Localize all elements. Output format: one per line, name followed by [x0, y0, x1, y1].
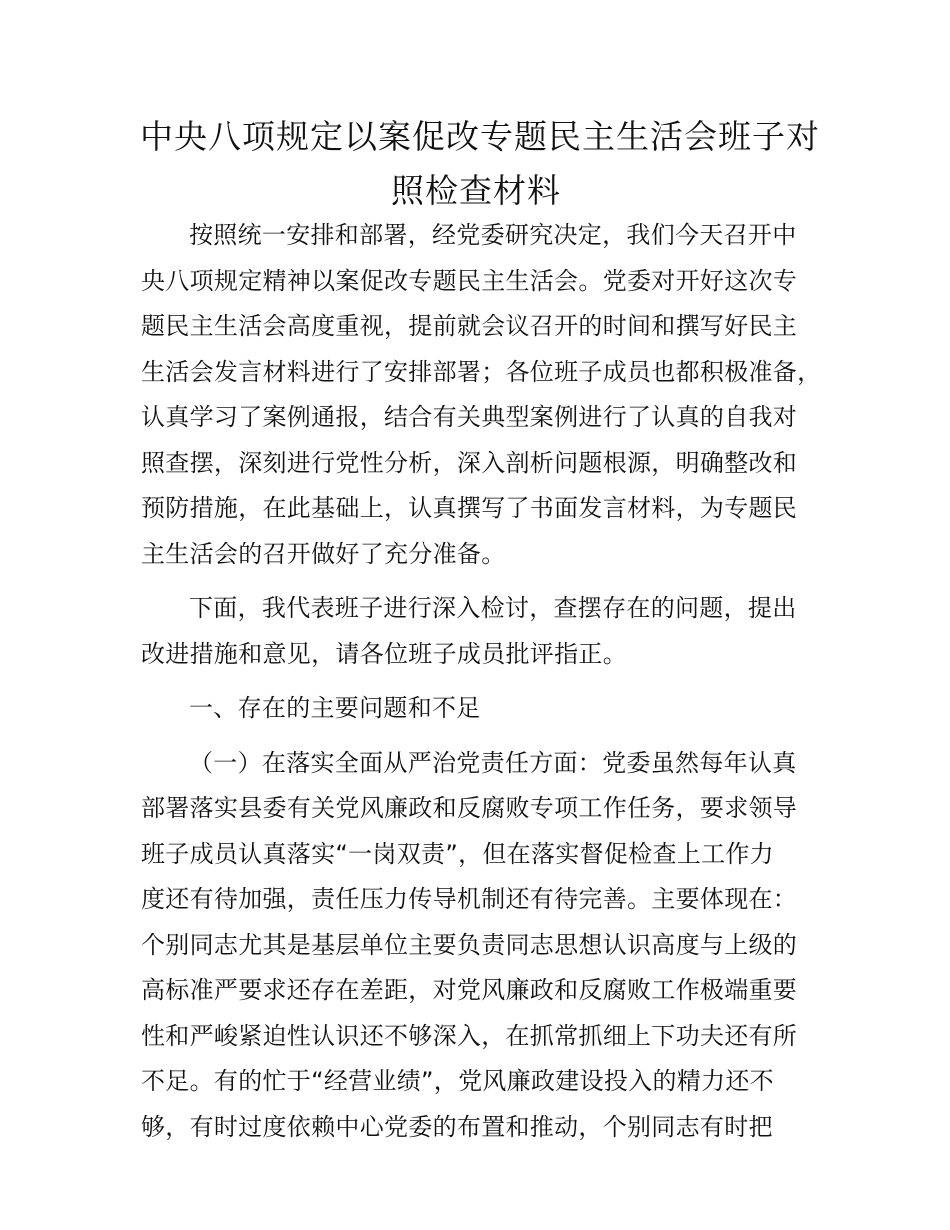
document-body — [141, 213, 831, 1150]
text-line: 部署落实县委有关党风廉政和反腐败专项工作任务，要求领导 — [141, 794, 798, 822]
title-line: 照检查材料 — [391, 171, 561, 210]
paragraph-gap — [141, 577, 831, 586]
text-line: 生活会发言材料进行了安排部署；各位班子成员也都积极准备， — [141, 357, 822, 386]
paragraph-review — [141, 586, 831, 677]
text-line: 预防措施，在此基础上，认真撰写了书面发言材料，为专题民 — [141, 494, 798, 522]
text-line: 个别同志尤其是基层单位主要负责同志思想认识高度与上级的 — [141, 930, 798, 959]
text-line: 不足。有的忙于“经营业绩”，党风廉政建设投入的精力还不 — [141, 1067, 774, 1095]
text-line: 下面，我代表班子进行深入检讨，查摆存在的问题，提出 — [189, 594, 797, 622]
section-heading-text: 一、存在的主要问题和不足 — [189, 694, 481, 722]
title-line: 中央八项规定以案促改专题民主生活会班子对 — [140, 117, 820, 156]
text-line: 度还有待加强，责任压力传导机制还有待完善。主要体现在： — [141, 885, 798, 913]
paragraph-gap — [141, 732, 831, 741]
text-line: 班子成员认真落实“一岗双责”，但在落实督促检查上工作力 — [141, 839, 774, 868]
paragraph-intro — [141, 213, 831, 577]
text-line: 高标准严要求还存在差距，对党风廉政和反腐败工作极端重要 — [141, 976, 798, 1004]
text-line: 按照统一安排和部署，经党委研究决定，我们今天召开中 — [189, 221, 797, 249]
text-line: （一）在落实全面从严治党责任方面：党委虽然每年认真 — [189, 748, 797, 777]
text-line: 认真学习了案例通报，结合有关典型案例进行了认真的自我对 — [141, 403, 798, 431]
text-line: 央八项规定精神以案促改专题民主生活会。党委对开好这次专 — [141, 266, 798, 295]
text-line: 改进措施和意见，请各位班子成员批评指正。 — [141, 639, 627, 668]
text-line: 照查摆，深刻进行党性分析，深入剖析问题根源，明确整改和 — [141, 448, 798, 477]
text-line: 主生活会的召开做好了充分准备。 — [141, 539, 506, 568]
text-line: 够，有时过度依赖中心党委的布置和推动，个别同志有时把 — [141, 1112, 773, 1141]
document-title — [140, 110, 820, 218]
section-heading — [141, 686, 831, 732]
text-line: 题民主生活会高度重视，提前就会议召开的时间和撰写好民主 — [141, 312, 798, 340]
text-line: 性和严峻紧迫性认识还不够深入，在抓常抓细上下功夫还有所 — [141, 1021, 798, 1050]
paragraph-issue-one — [141, 741, 831, 1151]
paragraph-gap — [141, 677, 831, 686]
